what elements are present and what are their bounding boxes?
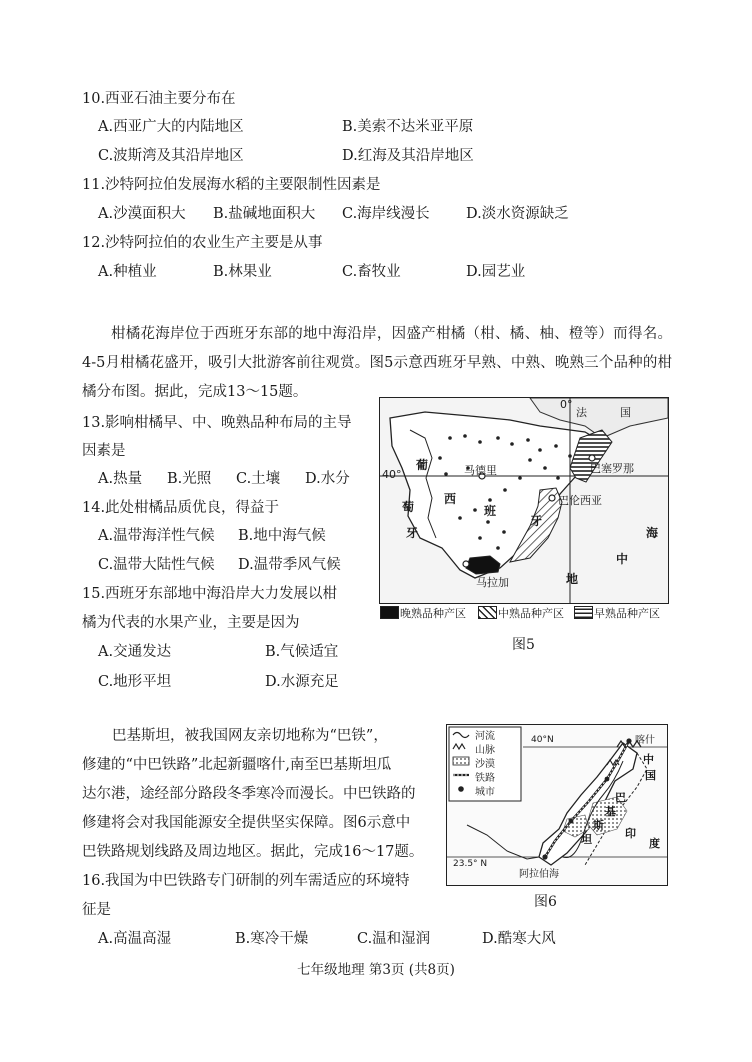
q13-option-a: A.热量 (98, 471, 143, 487)
q10-option-d: D.红海及其沿岸地区 (342, 148, 474, 164)
q15-option-c: C.地形平坦 (98, 674, 172, 690)
intro2-line3: 达尔港，途经部分路段冬季寒冷而漫长。中巴铁路的 (82, 786, 416, 802)
q10-option-b: B.美索不达米亚平原 (342, 119, 474, 135)
q12-option-a: A.种植业 (98, 264, 157, 280)
map6-label-pakistan-2: 基 (605, 805, 616, 818)
map5-label-sea-2: 中 (616, 552, 629, 566)
map6-legend-mountain: 山脉 (475, 745, 495, 756)
map6-label-pakistan-1: 巴 (615, 791, 626, 804)
figure6-caption: 图6 (534, 894, 557, 910)
map5-label-malaga: 马拉加 (476, 576, 509, 589)
map5-label-madrid: 马德里 (464, 464, 497, 477)
q10-option-c: C.波斯湾及其沿岸地区 (98, 148, 244, 164)
map6-legend-railway: 铁路 (475, 773, 495, 784)
q11-option-b: B.盐碱地面积大 (213, 206, 316, 222)
map5-label-spain-2: 班 (484, 504, 497, 518)
map6-label-arabian-sea: 阿拉伯海 (519, 869, 559, 880)
q12-stem: 12.沙特阿拉伯的农业生产主要是从事 (82, 235, 323, 251)
q13-option-c: C.土壤 (236, 471, 281, 487)
pakistan-railway-map (446, 724, 668, 886)
q10-option-a: A.西亚广大的内陆地区 (98, 119, 244, 135)
q14-option-c: C.温带大陆性气候 (98, 557, 215, 573)
q12-option-c: C.畜牧业 (342, 264, 401, 280)
legend-late-label: 晚熟品种产区 (400, 607, 466, 620)
map5-label-france-1: 法 (576, 406, 587, 419)
q14-option-d: D.温带季风气候 (238, 557, 341, 573)
intro2-line4: 修建将会对我国能源安全提供坚实保障。图6示意中 (82, 815, 411, 831)
intro2-line5: 巴铁路规划线路及周边地区。据此，完成16～17题。 (82, 844, 424, 860)
q16-stem-line2: 征是 (82, 902, 111, 918)
q13-option-b: B.光照 (167, 471, 212, 487)
legend-mid-swatch (478, 606, 497, 619)
map5-label-france-2: 国 (620, 406, 631, 419)
q11-stem: 11.沙特阿拉伯发展海水稻的主要限制性因素是 (82, 177, 381, 193)
map6-label-india-1: 印 (625, 827, 636, 840)
q13-option-d: D.水分 (305, 471, 350, 487)
map5-label-lon: 0° (560, 398, 573, 411)
spain-citrus-map (379, 397, 669, 604)
q14-option-b: B.地中海气候 (238, 528, 326, 544)
map6-label-india-2: 度 (649, 837, 660, 850)
figure5-caption: 图5 (512, 637, 535, 653)
map5-label-sea-3: 海 (646, 526, 659, 540)
map5-label-sea-1: 地 (566, 572, 579, 586)
q14-stem: 14.此处柑橘品质优良，得益于 (82, 500, 280, 516)
q16-stem-line1: 16.我国为中巴铁路专门研制的列车需适应的环境特 (82, 873, 410, 889)
q15-option-a: A.交通发达 (98, 644, 172, 660)
legend-late-swatch (380, 606, 399, 619)
map5-legend (378, 604, 668, 620)
q13-stem-line1: 13.影响柑橘早、中、晚熟品种布局的主导 (82, 415, 352, 431)
q12-option-d: D.园艺业 (466, 264, 526, 280)
q10-stem: 10.西亚石油主要分布在 (82, 91, 236, 107)
map5-label-portugal-2: 萄 (402, 500, 415, 514)
q11-option-a: A.沙漠面积大 (98, 206, 186, 222)
q16-option-b: B.寒冷干燥 (235, 931, 309, 947)
q12-option-b: B.林果业 (213, 264, 272, 280)
q11-option-c: C.海岸线漫长 (342, 206, 430, 222)
q15-stem-line2: 橘为代表的水果产业，主要是因为 (82, 615, 300, 631)
q11-option-d: D.淡水资源缺乏 (466, 206, 569, 222)
q15-stem-line1: 15.西班牙东部地中海沿岸大力发展以柑 (82, 586, 338, 602)
map6-legend-river: 河流 (475, 731, 495, 742)
q13-stem-line2: 因素是 (82, 443, 126, 459)
map5-label-valencia: 巴伦西亚 (558, 494, 602, 507)
q15-option-d: D.水源充足 (265, 674, 339, 690)
map5-label-lat: 40° (382, 468, 402, 481)
map5-label-portugal-3: 牙 (406, 526, 419, 540)
q14-option-a: A.温带海洋性气候 (98, 528, 215, 544)
q15-option-b: B.气候适宜 (265, 644, 339, 660)
legend-early-swatch (574, 606, 593, 619)
map6-legend-desert: 沙漠 (475, 759, 495, 770)
spain-map-graphic (380, 398, 668, 603)
legend-early-label: 早熟品种产区 (594, 607, 660, 620)
map6-label-china-1: 中 (643, 753, 654, 766)
intro2-line1: 巴基斯坦，被我国网友亲切地称为“巴铁”， (112, 728, 388, 744)
map5-label-portugal-1: 葡 (416, 458, 429, 472)
map6-label-pakistan-3: 斯 (593, 819, 604, 832)
map6-label-tropic: 23.5° N (453, 859, 488, 869)
q16-option-d: D.酷寒大风 (482, 931, 556, 947)
intro2-line2: 修建的“中巴铁路”北起新疆喀什,南至巴基斯坦瓜 (82, 757, 392, 773)
map6-label-40n: 40°N (531, 735, 554, 745)
page-footer: 七年级地理 第3页 (共8页) (297, 962, 455, 978)
map5-label-spain-3: 牙 (530, 514, 543, 528)
intro-paragraph-citrus: 柑橘花海岸位于西班牙东部的地中海沿岸，因盛产柑橘（柑、橘、柚、橙等）而得名。4-5月柑橘花盛开，吸引大批游客前往观赏。图5示意西班牙早熟、中熟、晚熟三个品种的柑橘分布图。据此，完成13～15题。 (82, 326, 672, 400)
map6-label-pakistan-4: 坦 (581, 833, 592, 846)
legend-mid-label: 中熟品种产区 (498, 607, 564, 620)
map6-label-kashgar: 喀什 (635, 735, 655, 746)
map6-legend-city: 城市 (475, 787, 495, 798)
map6-label-china-2: 国 (645, 769, 656, 782)
q16-option-a: A.高温高湿 (98, 931, 172, 947)
q16-option-c: C.温和湿润 (357, 931, 431, 947)
map5-label-spain-1: 西 (444, 492, 457, 506)
map5-label-barcelona: 巴塞罗那 (590, 462, 634, 475)
